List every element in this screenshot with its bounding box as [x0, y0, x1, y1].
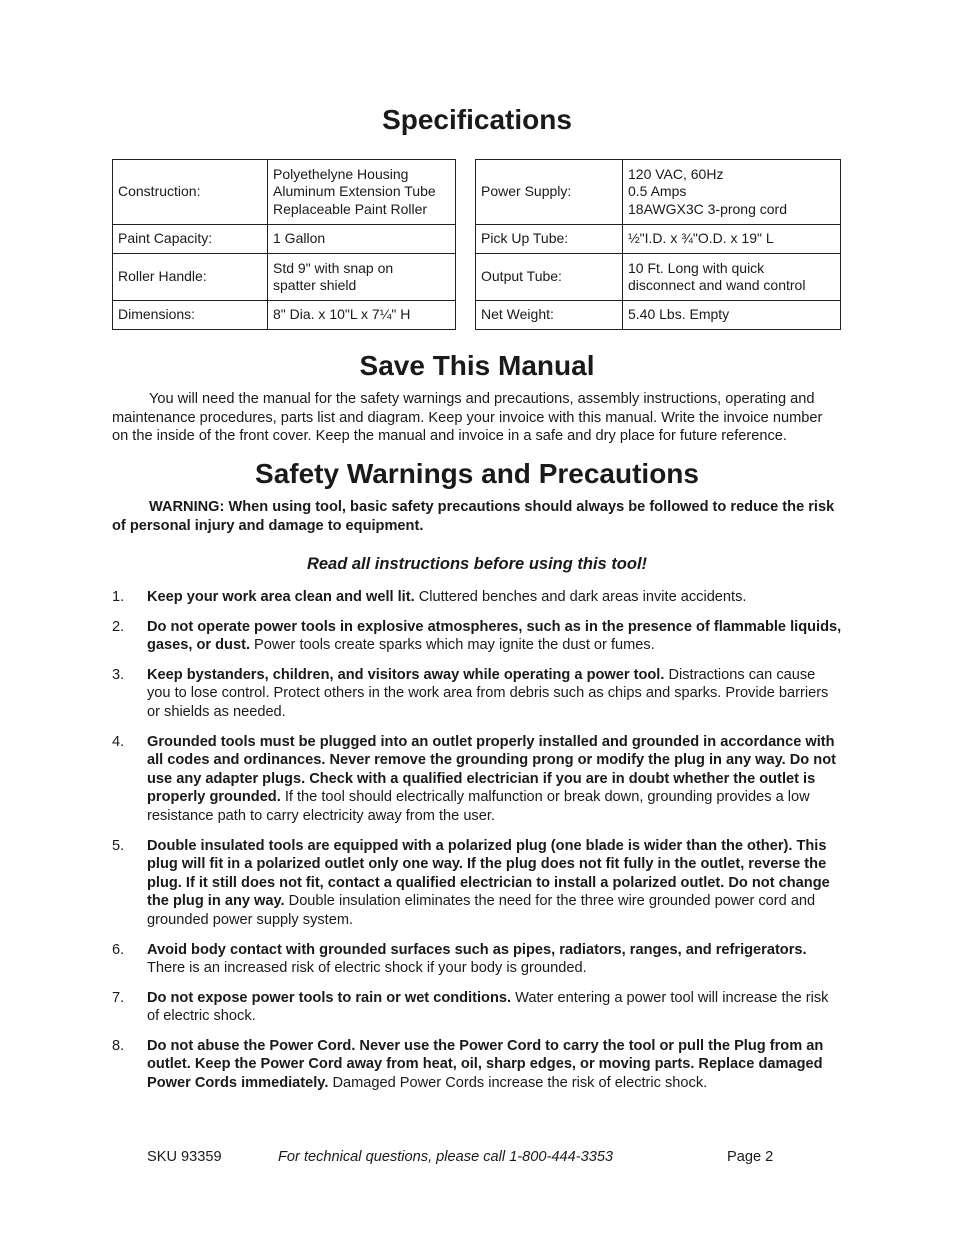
warning-text: WARNING: When using tool, basic safety precautions should always be followed to reduce the risk of personal injury and damage to equipment. — [112, 499, 835, 534]
specs-table-left — [112, 159, 456, 330]
safety-item — [112, 666, 842, 722]
item-number: 6. — [112, 941, 125, 958]
safety-item — [112, 618, 842, 655]
safety-item — [112, 588, 842, 607]
item-text: Power tools create sparks which may ignite the dust or fumes. — [250, 637, 655, 654]
item-text: Distractions can cause you to lose control. Protect others in the work area from debris such as chips and sparks. Provide barriers or shields as needed. — [147, 666, 829, 720]
item-bold-text: Do not operate power tools in explosive atmospheres, such as in the presence of flammable liquids, gases, or dust. — [147, 618, 842, 654]
save-manual-heading: Save This Manual — [359, 350, 595, 381]
spec-value-line: Replaceable Paint Roller — [273, 200, 428, 217]
item-bold-text: Do not expose power tools to rain or wet conditions. — [147, 989, 512, 1006]
spec-label: Paint Capacity: — [113, 225, 268, 254]
spec-row — [476, 301, 841, 330]
spec-row — [476, 254, 841, 301]
spec-row — [476, 160, 841, 225]
spec-label: Construction: — [113, 160, 268, 225]
footer-page-number: Page 2 — [727, 1149, 774, 1165]
item-text: Cluttered benches and dark areas invite accidents. — [414, 589, 747, 605]
spec-row — [113, 160, 456, 225]
item-number: 4. — [112, 733, 125, 750]
safety-item — [112, 733, 842, 826]
spec-label: Output Tube: — [476, 254, 623, 301]
item-number: 1. — [112, 589, 125, 605]
spec-row — [476, 225, 841, 254]
spec-value — [268, 301, 456, 330]
item-text: There is an increased risk of electric shock if your body is grounded. — [147, 960, 587, 977]
specifications-heading: Specifications — [382, 104, 572, 135]
spec-value-line: ½"I.D. x ¾"O.D. x 19" L — [628, 230, 774, 247]
spec-label: Roller Handle: — [113, 254, 268, 301]
safety-list — [112, 588, 842, 1104]
spec-value-line: 5.40 Lbs. Empty — [628, 306, 730, 323]
spec-value-line: 18AWGX3C 3-prong cord — [628, 200, 787, 217]
item-number: 2. — [112, 618, 125, 635]
item-bold-text: Keep bystanders, children, and visitors away while operating a power tool. — [147, 666, 665, 683]
item-bold-text: Do not abuse the Power Cord. Never use the Power Cord to carry the tool or pull the Plug from an outlet. Keep the Power Cord away from heat, oil, sharp edges, or moving parts. Replace damaged Power Cords immediately. — [147, 1037, 824, 1092]
spec-value-line: Std 9" with snap on — [273, 259, 394, 276]
spec-row — [113, 301, 456, 330]
spec-value — [268, 160, 456, 225]
item-number: 7. — [112, 989, 125, 1006]
spec-value-line: Polyethelyne Housing — [273, 165, 409, 182]
spec-row — [113, 254, 456, 301]
item-text: If the tool should electrically malfunction or break down, grounding provides a low resistance path to carry electricity away from the user. — [147, 789, 810, 824]
specs-table-right — [475, 159, 841, 330]
spec-value-line: 0.5 Amps — [628, 183, 687, 200]
spec-value-line: 8" Dia. x 10"L x 7¼" H — [273, 306, 411, 323]
spec-label: Dimensions: — [113, 301, 268, 330]
item-text: Double insulation eliminates the need for the three wire grounded power cord and grounded power supply system. — [147, 893, 816, 928]
spec-label: Pick Up Tube: — [476, 225, 623, 254]
spec-value — [268, 254, 456, 301]
spec-value-line: 10 Ft. Long with quick — [628, 259, 765, 276]
safety-item — [112, 941, 842, 978]
read-instructions-note: Read all instructions before using this tool! — [306, 555, 648, 573]
item-text: Damaged Power Cords increase the risk of electric shock. — [328, 1075, 708, 1092]
item-number: 8. — [112, 1037, 125, 1054]
spec-value-line: disconnect and wand control — [628, 277, 806, 293]
item-bold-text: Keep your work area clean and well lit. — [147, 589, 415, 605]
item-bold-text: Double insulated tools are equipped with a polarized plug (one blade is wider than the other). This plug will fit in a polarized outlet only one way. If the plug does not fit fully in the outlet, reverse the plug. If it still does not fit, contact a qualified electrician to install a polarized outlet. Do not change the plug in any way. — [147, 837, 830, 910]
safety-item — [112, 837, 842, 930]
safety-item — [112, 1037, 842, 1093]
spec-value — [623, 301, 841, 330]
spec-value — [623, 254, 841, 301]
item-number: 3. — [112, 666, 125, 683]
spec-row — [113, 225, 456, 254]
spec-value-line: 1 Gallon — [273, 230, 326, 247]
spec-value — [268, 225, 456, 254]
spec-value — [623, 160, 841, 225]
safety-item — [112, 989, 842, 1026]
item-text: Water entering a power tool will increase the risk of electric shock. — [147, 989, 829, 1025]
spec-value-line: spatter shield — [273, 277, 357, 293]
item-bold-text: Avoid body contact with grounded surfaces such as pipes, radiators, ranges, and refrigerators. — [147, 941, 807, 958]
safety-heading: Safety Warnings and Precautions — [255, 458, 699, 489]
spec-value-line: 120 VAC, 60Hz — [628, 165, 724, 182]
spec-value-line: Aluminum Extension Tube — [273, 183, 436, 200]
footer-sku: SKU 93359 — [147, 1149, 222, 1165]
spec-label: Net Weight: — [476, 301, 623, 330]
spec-value — [623, 225, 841, 254]
footer-tech-support: For technical questions, please call 1-800-444-3353 — [278, 1149, 614, 1165]
save-manual-text: You will need the manual for the safety warnings and precautions, assembly instructions, operating and maintenance procedures, parts list and diagram. Keep your invoice with this manual. Write the invoice number on the inside of the front cover. Keep the manual and invoice in a safe and dry place for future reference. — [112, 391, 823, 445]
item-bold-text: Grounded tools must be plugged into an outlet properly installed and grounded in accordance with all codes and ordinances. Never remove the grounding prong or modify the plug in any way. Do not use any adapter plugs. Check with a qualified electrician if you are in doubt whether the outlet is properly grounded. — [147, 733, 836, 806]
spec-label: Power Supply: — [476, 160, 623, 225]
item-number: 5. — [112, 837, 125, 854]
